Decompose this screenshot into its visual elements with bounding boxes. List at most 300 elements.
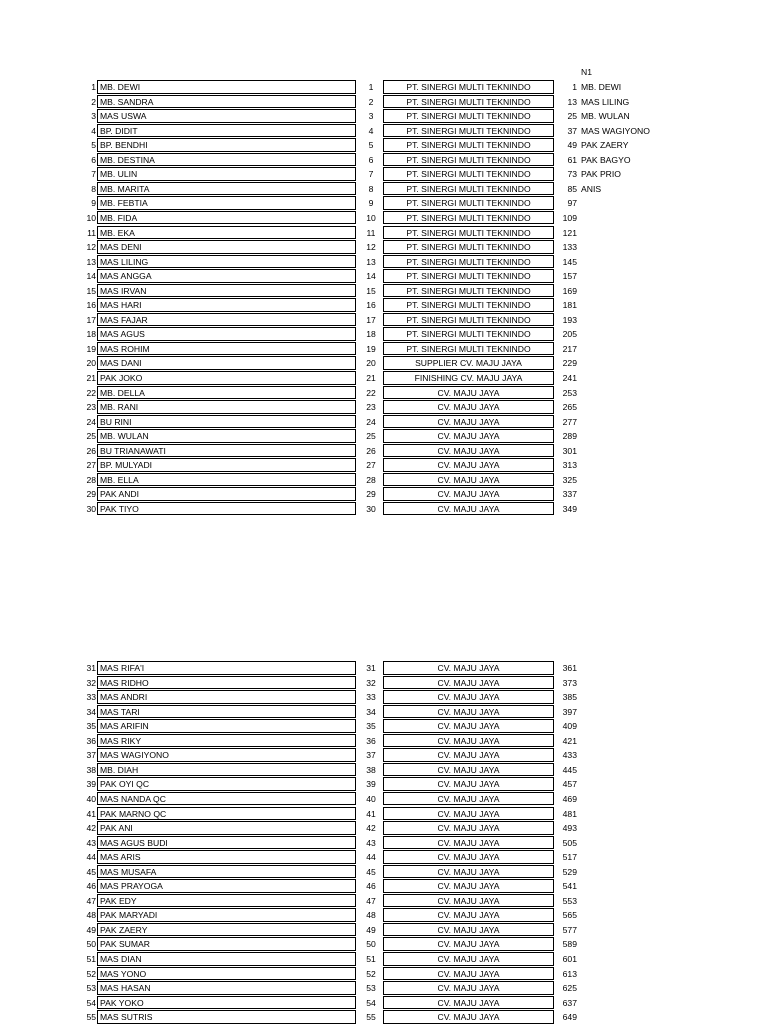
company-cell[interactable]: CV. MAJU JAYA <box>383 777 554 791</box>
company-cell[interactable]: CV. MAJU JAYA <box>383 502 554 516</box>
index-cell[interactable]: 52 <box>366 968 376 979</box>
row-number[interactable]: 47 <box>86 895 96 906</box>
index-cell[interactable]: 45 <box>366 866 376 877</box>
index-cell[interactable]: 38 <box>366 764 376 775</box>
sequence-cell[interactable]: 253 <box>562 387 577 398</box>
sequence-cell[interactable]: 289 <box>562 431 577 442</box>
row-number[interactable]: 10 <box>86 212 96 223</box>
name-cell[interactable]: MAS SUTRIS <box>97 1010 356 1024</box>
sequence-cell[interactable]: 277 <box>562 416 577 427</box>
table-row <box>0 240 768 255</box>
sequence-cell[interactable]: 13 <box>567 96 577 107</box>
row-number[interactable]: 40 <box>86 793 96 804</box>
name-cell[interactable]: MB. DEWI <box>97 80 356 94</box>
index-cell[interactable]: 3 <box>368 111 374 122</box>
table-row <box>0 690 768 705</box>
company-cell[interactable]: CV. MAJU JAYA <box>383 792 554 806</box>
name-cell[interactable]: MAS DANI <box>97 356 356 370</box>
row-number[interactable]: 54 <box>86 997 96 1008</box>
index-cell[interactable]: 41 <box>366 808 376 819</box>
sequence-cell[interactable]: 409 <box>562 721 577 732</box>
name-cell[interactable]: MAS TARI <box>97 705 356 719</box>
sequence-cell[interactable]: 397 <box>562 706 577 717</box>
row-number[interactable]: 45 <box>86 866 96 877</box>
index-cell[interactable]: 19 <box>366 343 376 354</box>
sequence-cell[interactable]: 589 <box>562 939 577 950</box>
sequence-cell[interactable]: 445 <box>562 764 577 775</box>
company-cell[interactable]: PT. SINERGI MULTI TEKNINDO <box>383 80 554 94</box>
name-cell[interactable]: MB. FIDA <box>97 211 356 225</box>
index-cell[interactable]: 12 <box>366 242 376 253</box>
row-number[interactable]: 24 <box>86 416 96 427</box>
name-cell[interactable]: MAS ARIS <box>97 850 356 864</box>
row-number[interactable]: 26 <box>86 445 96 456</box>
index-cell[interactable]: 44 <box>366 852 376 863</box>
sequence-cell[interactable]: 385 <box>562 692 577 703</box>
company-cell[interactable]: CV. MAJU JAYA <box>383 981 554 995</box>
row-number[interactable]: 16 <box>86 300 96 311</box>
index-cell[interactable]: 30 <box>366 503 376 514</box>
company-cell[interactable]: CV. MAJU JAYA <box>383 676 554 690</box>
name-cell[interactable]: MAS RIDHO <box>97 676 356 690</box>
row-number[interactable]: 17 <box>86 314 96 325</box>
name-cell[interactable]: BP. MULYADI <box>97 458 356 472</box>
name-cell[interactable]: MAS RIFA'I <box>97 661 356 675</box>
company-cell[interactable]: PT. SINERGI MULTI TEKNINDO <box>383 342 554 356</box>
company-cell[interactable]: PT. SINERGI MULTI TEKNINDO <box>383 284 554 298</box>
name-cell[interactable]: MB. DIAH <box>97 763 356 777</box>
table-row <box>0 748 768 763</box>
row-number[interactable]: 30 <box>86 503 96 514</box>
sequence-cell[interactable]: 577 <box>562 924 577 935</box>
name-cell[interactable]: MAS HARI <box>97 298 356 312</box>
table-row <box>0 937 768 952</box>
index-cell[interactable]: 23 <box>366 402 376 413</box>
index-cell[interactable]: 51 <box>366 954 376 964</box>
sequence-cell[interactable]: 325 <box>562 474 577 485</box>
name-cell[interactable]: PAK TIYO <box>97 502 356 516</box>
company-cell[interactable]: CV. MAJU JAYA <box>383 836 554 850</box>
index-cell[interactable]: 40 <box>366 793 376 804</box>
company-cell[interactable]: CV. MAJU JAYA <box>383 1010 554 1024</box>
side-name: MAS WAGIYONO <box>581 125 650 136</box>
name-cell[interactable]: PAK MARYADI <box>97 908 356 922</box>
name-cell[interactable]: MAS WAGIYONO <box>97 748 356 762</box>
name-cell[interactable]: PAK EDY <box>97 894 356 908</box>
name-cell[interactable]: MB. RANI <box>97 400 356 414</box>
sequence-cell[interactable]: 157 <box>562 271 577 282</box>
company-cell[interactable]: CV. MAJU JAYA <box>383 865 554 879</box>
company-cell[interactable]: CV. MAJU JAYA <box>383 705 554 719</box>
table-row <box>0 676 768 691</box>
row-number[interactable]: 2 <box>91 96 96 107</box>
company-cell[interactable]: PT. SINERGI MULTI TEKNINDO <box>383 240 554 254</box>
row-number[interactable]: 23 <box>86 402 96 413</box>
name-cell[interactable]: MAS IRVAN <box>97 284 356 298</box>
company-cell[interactable]: PT. SINERGI MULTI TEKNINDO <box>383 196 554 210</box>
company-cell[interactable]: PT. SINERGI MULTI TEKNINDO <box>383 313 554 327</box>
name-cell[interactable]: PAK ANI <box>97 821 356 835</box>
company-cell[interactable]: PT. SINERGI MULTI TEKNINDO <box>383 124 554 138</box>
company-cell[interactable]: CV. MAJU JAYA <box>383 923 554 937</box>
table-row <box>0 894 768 909</box>
row-number[interactable]: 12 <box>86 242 96 253</box>
company-cell[interactable]: CV. MAJU JAYA <box>383 661 554 675</box>
sequence-cell[interactable]: 493 <box>562 823 577 834</box>
side-name: PAK BAGYO <box>581 154 631 165</box>
company-cell[interactable]: CV. MAJU JAYA <box>383 908 554 922</box>
company-cell[interactable]: PT. SINERGI MULTI TEKNINDO <box>383 182 554 196</box>
row-number[interactable]: 33 <box>86 692 96 703</box>
company-cell[interactable]: FINISHING CV. MAJU JAYA <box>383 371 554 385</box>
index-cell[interactable]: 25 <box>366 431 376 442</box>
sequence-cell[interactable]: 109 <box>562 212 577 223</box>
row-number[interactable]: 38 <box>86 764 96 775</box>
row-number[interactable]: 20 <box>86 358 96 369</box>
name-cell[interactable]: MB. FEBTIA <box>97 196 356 210</box>
name-cell[interactable]: MAS LILING <box>97 255 356 269</box>
company-cell[interactable]: CV. MAJU JAYA <box>383 937 554 951</box>
company-cell[interactable]: CV. MAJU JAYA <box>383 458 554 472</box>
name-cell[interactable]: BU TRIANAWATI <box>97 444 356 458</box>
sequence-cell[interactable]: 229 <box>562 358 577 369</box>
row-number[interactable]: 32 <box>86 677 96 688</box>
name-cell[interactable]: MB. EKA <box>97 226 356 240</box>
index-cell[interactable]: 7 <box>368 169 374 180</box>
company-cell[interactable]: CV. MAJU JAYA <box>383 821 554 835</box>
row-number[interactable]: 37 <box>86 750 96 761</box>
row-number[interactable]: 29 <box>86 489 96 500</box>
sequence-cell[interactable]: 637 <box>562 997 577 1008</box>
company-cell[interactable]: CV. MAJU JAYA <box>383 487 554 501</box>
row-number[interactable]: 9 <box>91 198 96 209</box>
index-cell[interactable]: 42 <box>366 823 376 834</box>
row-number[interactable]: 43 <box>86 837 96 848</box>
sequence-cell[interactable]: 121 <box>562 227 577 238</box>
company-cell[interactable]: CV. MAJU JAYA <box>383 879 554 893</box>
sequence-cell[interactable]: 649 <box>562 1012 577 1023</box>
name-cell[interactable]: MB. DESTINA <box>97 153 356 167</box>
index-cell[interactable]: 48 <box>366 910 376 921</box>
name-cell[interactable]: MB. SANDRA <box>97 95 356 109</box>
name-cell[interactable]: PAK YOKO <box>97 996 356 1010</box>
row-number[interactable]: 28 <box>86 474 96 485</box>
table-row <box>0 138 768 153</box>
index-cell[interactable]: 27 <box>366 460 376 471</box>
index-cell[interactable]: 2 <box>368 96 374 107</box>
company-cell[interactable]: CV. MAJU JAYA <box>383 719 554 733</box>
sequence-cell[interactable]: 241 <box>562 373 577 383</box>
row-number[interactable]: 13 <box>86 256 96 267</box>
row-number[interactable]: 21 <box>86 373 96 383</box>
company-cell[interactable]: CV. MAJU JAYA <box>383 690 554 704</box>
name-cell[interactable]: MAS ROHIM <box>97 342 356 356</box>
sequence-cell[interactable]: 73 <box>567 169 577 180</box>
row-number[interactable]: 6 <box>91 154 96 165</box>
index-cell[interactable]: 50 <box>366 939 376 950</box>
index-cell[interactable]: 31 <box>366 663 376 673</box>
row-number[interactable]: 4 <box>91 125 96 136</box>
row-number[interactable]: 8 <box>91 183 96 194</box>
row-number[interactable]: 34 <box>86 706 96 717</box>
index-cell[interactable]: 11 <box>366 227 376 238</box>
sequence-cell[interactable]: 469 <box>562 793 577 804</box>
sequence-cell[interactable]: 613 <box>562 968 577 979</box>
table-row <box>0 458 768 473</box>
name-cell[interactable]: PAK ZAERY <box>97 923 356 937</box>
name-cell[interactable]: MAS ARIFIN <box>97 719 356 733</box>
row-number[interactable]: 19 <box>86 343 96 354</box>
name-cell[interactable]: MB. DELLA <box>97 386 356 400</box>
name-cell[interactable]: BU RINI <box>97 415 356 429</box>
sequence-cell[interactable]: 1 <box>572 82 577 92</box>
index-cell[interactable]: 8 <box>368 183 374 194</box>
index-cell[interactable]: 24 <box>366 416 376 427</box>
name-cell[interactable]: MAS NANDA QC <box>97 792 356 806</box>
name-cell[interactable]: MAS AGUS BUDI <box>97 836 356 850</box>
row-number[interactable]: 46 <box>86 881 96 892</box>
sequence-cell[interactable]: 361 <box>562 663 577 673</box>
sequence-cell[interactable]: 601 <box>562 954 577 964</box>
index-cell[interactable]: 18 <box>366 329 376 340</box>
row-number[interactable]: 27 <box>86 460 96 471</box>
company-cell[interactable]: PT. SINERGI MULTI TEKNINDO <box>383 138 554 152</box>
company-cell[interactable]: SUPPLIER CV. MAJU JAYA <box>383 356 554 370</box>
column-header-n1: N1 <box>581 67 592 77</box>
company-cell[interactable]: PT. SINERGI MULTI TEKNINDO <box>383 95 554 109</box>
index-cell[interactable]: 1 <box>368 82 374 92</box>
name-cell[interactable]: MAS ANDRI <box>97 690 356 704</box>
row-number[interactable]: 3 <box>91 111 96 122</box>
company-cell[interactable]: CV. MAJU JAYA <box>383 952 554 966</box>
table-row <box>0 167 768 182</box>
table-row <box>0 80 768 95</box>
company-cell[interactable]: CV. MAJU JAYA <box>383 850 554 864</box>
company-cell[interactable]: CV. MAJU JAYA <box>383 400 554 414</box>
index-cell[interactable]: 15 <box>366 285 376 296</box>
table-row <box>0 879 768 894</box>
table-row <box>0 923 768 938</box>
row-number[interactable]: 7 <box>91 169 96 180</box>
row-number[interactable]: 48 <box>86 910 96 921</box>
sequence-cell[interactable]: 61 <box>567 154 577 165</box>
company-cell[interactable]: PT. SINERGI MULTI TEKNINDO <box>383 298 554 312</box>
name-cell[interactable]: MAS USWA <box>97 109 356 123</box>
sequence-cell[interactable]: 97 <box>567 198 577 209</box>
index-cell[interactable]: 36 <box>366 735 376 746</box>
row-number[interactable]: 15 <box>86 285 96 296</box>
index-cell[interactable]: 29 <box>366 489 376 500</box>
sequence-cell[interactable]: 169 <box>562 285 577 296</box>
index-cell[interactable]: 32 <box>366 677 376 688</box>
row-number[interactable]: 39 <box>86 779 96 790</box>
company-cell[interactable]: PT. SINERGI MULTI TEKNINDO <box>383 327 554 341</box>
row-number[interactable]: 51 <box>86 954 96 964</box>
index-cell[interactable]: 9 <box>368 198 374 209</box>
name-cell[interactable]: MAS DENI <box>97 240 356 254</box>
index-cell[interactable]: 37 <box>366 750 376 761</box>
sequence-cell[interactable]: 529 <box>562 866 577 877</box>
index-cell[interactable]: 55 <box>366 1012 376 1023</box>
name-cell[interactable]: PAK ANDI <box>97 487 356 501</box>
name-cell[interactable]: MB. MARITA <box>97 182 356 196</box>
row-number[interactable]: 36 <box>86 735 96 746</box>
company-cell[interactable]: CV. MAJU JAYA <box>383 996 554 1010</box>
company-cell[interactable]: CV. MAJU JAYA <box>383 473 554 487</box>
company-cell[interactable]: CV. MAJU JAYA <box>383 386 554 400</box>
sequence-cell[interactable]: 553 <box>562 895 577 906</box>
index-cell[interactable]: 20 <box>366 358 376 369</box>
row-number[interactable]: 53 <box>86 983 96 994</box>
name-cell[interactable]: PAK JOKO <box>97 371 356 385</box>
row-number[interactable]: 49 <box>86 924 96 935</box>
company-cell[interactable]: CV. MAJU JAYA <box>383 444 554 458</box>
table-row <box>0 371 768 386</box>
company-cell[interactable]: PT. SINERGI MULTI TEKNINDO <box>383 153 554 167</box>
index-cell[interactable]: 5 <box>368 140 374 151</box>
company-cell[interactable]: PT. SINERGI MULTI TEKNINDO <box>383 167 554 181</box>
sequence-cell[interactable]: 205 <box>562 329 577 340</box>
index-cell[interactable]: 26 <box>366 445 376 456</box>
row-number[interactable]: 35 <box>86 721 96 732</box>
company-cell[interactable]: CV. MAJU JAYA <box>383 967 554 981</box>
name-cell[interactable]: MB. ULIN <box>97 167 356 181</box>
sequence-cell[interactable]: 181 <box>562 300 577 311</box>
side-name: ANIS <box>581 183 602 194</box>
company-cell[interactable]: PT. SINERGI MULTI TEKNINDO <box>383 211 554 225</box>
company-cell[interactable]: CV. MAJU JAYA <box>383 734 554 748</box>
name-cell[interactable]: MAS YONO <box>97 967 356 981</box>
table-row <box>0 777 768 792</box>
index-cell[interactable]: 13 <box>366 256 376 267</box>
index-cell[interactable]: 21 <box>366 373 376 383</box>
sequence-cell[interactable]: 193 <box>562 314 577 325</box>
table-row <box>0 356 768 371</box>
name-cell[interactable]: PAK OYI QC <box>97 777 356 791</box>
index-cell[interactable]: 22 <box>366 387 376 398</box>
index-cell[interactable]: 46 <box>366 881 376 892</box>
index-cell[interactable]: 16 <box>366 300 376 311</box>
sequence-cell[interactable]: 37 <box>567 125 577 136</box>
company-cell[interactable]: PT. SINERGI MULTI TEKNINDO <box>383 255 554 269</box>
company-cell[interactable]: PT. SINERGI MULTI TEKNINDO <box>383 109 554 123</box>
index-cell[interactable]: 34 <box>366 706 376 717</box>
sequence-cell[interactable]: 457 <box>562 779 577 790</box>
name-cell[interactable]: BP. DIDIT <box>97 124 356 138</box>
name-cell[interactable]: MAS PRAYOGA <box>97 879 356 893</box>
index-cell[interactable]: 14 <box>366 271 376 282</box>
index-cell[interactable]: 54 <box>366 997 376 1008</box>
company-cell[interactable]: CV. MAJU JAYA <box>383 429 554 443</box>
sequence-cell[interactable]: 85 <box>567 183 577 194</box>
sequence-cell[interactable]: 517 <box>562 852 577 863</box>
company-cell[interactable]: PT. SINERGI MULTI TEKNINDO <box>383 269 554 283</box>
sequence-cell[interactable]: 625 <box>562 983 577 994</box>
sequence-cell[interactable]: 433 <box>562 750 577 761</box>
index-cell[interactable]: 4 <box>368 125 374 136</box>
table-row <box>0 821 768 836</box>
name-cell[interactable]: BP. BENDHI <box>97 138 356 152</box>
sequence-cell[interactable]: 25 <box>567 111 577 122</box>
index-cell[interactable]: 53 <box>366 983 376 994</box>
row-number[interactable]: 14 <box>86 271 96 282</box>
table-row <box>0 386 768 401</box>
index-cell[interactable]: 47 <box>366 895 376 906</box>
index-cell[interactable]: 10 <box>366 212 376 223</box>
row-number[interactable]: 1 <box>91 82 96 92</box>
row-number[interactable]: 55 <box>86 1012 96 1023</box>
sequence-cell[interactable]: 421 <box>562 735 577 746</box>
name-cell[interactable]: PAK MARNO QC <box>97 807 356 821</box>
sequence-cell[interactable]: 481 <box>562 808 577 819</box>
index-cell[interactable]: 33 <box>366 692 376 703</box>
index-cell[interactable]: 17 <box>366 314 376 325</box>
row-number[interactable]: 31 <box>86 663 96 673</box>
sequence-cell[interactable]: 217 <box>562 343 577 354</box>
sequence-cell[interactable]: 337 <box>562 489 577 500</box>
sequence-cell[interactable]: 301 <box>562 445 577 456</box>
sequence-cell[interactable]: 133 <box>562 242 577 253</box>
sequence-cell[interactable]: 541 <box>562 881 577 892</box>
index-cell[interactable]: 28 <box>366 474 376 485</box>
sequence-cell[interactable]: 313 <box>562 460 577 471</box>
index-cell[interactable]: 43 <box>366 837 376 848</box>
table-row <box>0 444 768 459</box>
name-cell[interactable]: MAS DIAN <box>97 952 356 966</box>
row-number[interactable]: 44 <box>86 852 96 863</box>
sequence-cell[interactable]: 49 <box>567 140 577 151</box>
name-cell[interactable]: MAS MUSAFA <box>97 865 356 879</box>
row-number[interactable]: 42 <box>86 823 96 834</box>
company-cell[interactable]: CV. MAJU JAYA <box>383 748 554 762</box>
row-number[interactable]: 18 <box>86 329 96 340</box>
company-cell[interactable]: CV. MAJU JAYA <box>383 415 554 429</box>
index-cell[interactable]: 49 <box>366 924 376 935</box>
name-cell[interactable]: PAK SUMAR <box>97 937 356 951</box>
company-cell[interactable]: CV. MAJU JAYA <box>383 763 554 777</box>
company-cell[interactable]: CV. MAJU JAYA <box>383 894 554 908</box>
row-number[interactable]: 11 <box>87 227 96 238</box>
name-cell[interactable]: MAS AGUS <box>97 327 356 341</box>
name-cell[interactable]: MB. WULAN <box>97 429 356 443</box>
company-cell[interactable]: PT. SINERGI MULTI TEKNINDO <box>383 226 554 240</box>
name-cell[interactable]: MAS RIKY <box>97 734 356 748</box>
row-number[interactable]: 52 <box>86 968 96 979</box>
name-cell[interactable]: MAS HASAN <box>97 981 356 995</box>
table-row <box>0 327 768 342</box>
index-cell[interactable]: 39 <box>366 779 376 790</box>
sequence-cell[interactable]: 145 <box>562 256 577 267</box>
sequence-cell[interactable]: 565 <box>562 910 577 921</box>
table-row <box>0 109 768 124</box>
index-cell[interactable]: 6 <box>368 154 374 165</box>
row-number[interactable]: 25 <box>86 431 96 442</box>
sequence-cell[interactable]: 505 <box>562 837 577 848</box>
name-cell[interactable]: MB. ELLA <box>97 473 356 487</box>
sequence-cell[interactable]: 373 <box>562 677 577 688</box>
name-cell[interactable]: MAS FAJAR <box>97 313 356 327</box>
company-cell[interactable]: CV. MAJU JAYA <box>383 807 554 821</box>
row-number[interactable]: 50 <box>86 939 96 950</box>
sequence-cell[interactable]: 349 <box>562 503 577 514</box>
index-cell[interactable]: 35 <box>366 721 376 732</box>
table-row <box>0 952 768 967</box>
row-number[interactable]: 22 <box>86 387 96 398</box>
sequence-cell[interactable]: 265 <box>562 402 577 413</box>
row-number[interactable]: 41 <box>86 808 96 819</box>
name-cell[interactable]: MAS ANGGA <box>97 269 356 283</box>
row-number[interactable]: 5 <box>91 140 96 151</box>
